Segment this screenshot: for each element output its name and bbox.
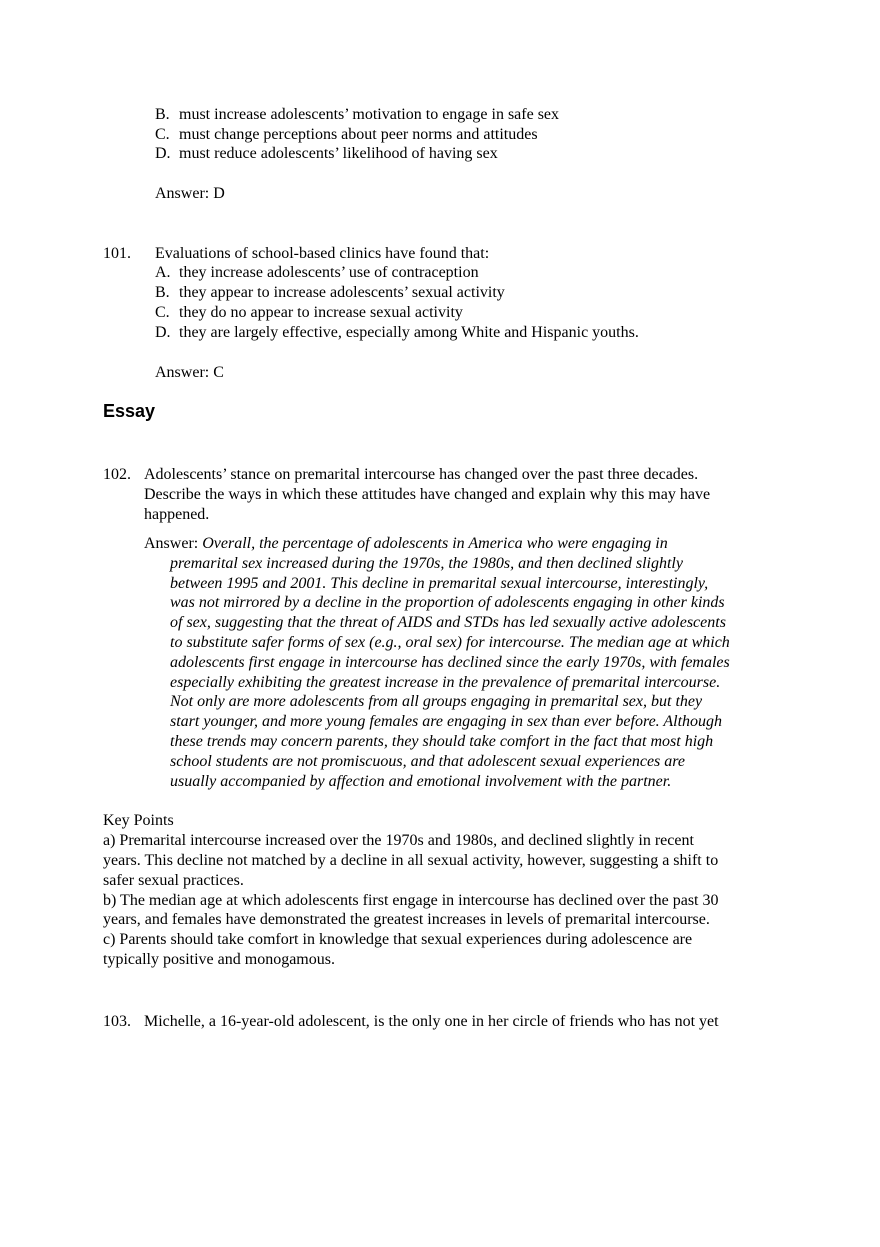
q102-answer-first-line — [144, 534, 668, 554]
q102-key-point-line: b) The median age at which adolescents first engage in intercourse has declined over the past 30 — [103, 892, 719, 909]
q102-answer-line: especially exhibiting the greatest increase in the prevalence of premarital intercourse. — [170, 674, 721, 691]
q101-number: 101. — [103, 245, 131, 262]
q103-stem: Michelle, a 16-year-old adolescent, is the only one in her circle of friends who has not yet — [144, 1013, 719, 1030]
q102-answer-line: school students are not promiscuous, and that adolescent sexual experiences are — [170, 753, 686, 770]
q100-option-d: D. must reduce adolescents’ likelihood of having sex — [155, 145, 498, 162]
q101-option-a: A. they increase adolescents’ use of contraception — [155, 264, 479, 281]
q102-answer-line: between 1995 and 2001. This decline in premarital sexual intercourse, interestingly, — [170, 575, 709, 592]
q102-answer-line: start younger, and more young females are engaging in sex than ever before. Although — [170, 713, 723, 730]
section-heading-essay: Essay — [103, 401, 156, 421]
q102-answer-line: usually accompanied by affection and emotional involvement with the partner. — [170, 773, 672, 790]
q102-answer-line: these trends may concern parents, they should take comfort in the fact that most high — [170, 733, 714, 750]
q102-answer-line: was not mirrored by a decline in the proportion of adolescents engaging in other kinds — [170, 594, 725, 611]
q103-number: 103. — [103, 1013, 131, 1030]
q102-key-point-line: years. This decline not matched by a decline in all sexual activity, however, suggesting a shift to — [103, 852, 719, 869]
q102-answer-line: of sex, suggesting that the threat of AIDS and STDs has led sexually active adolescents — [170, 614, 726, 631]
q102-stem-line: Adolescents’ stance on premarital intercourse has changed over the past three decades. — [144, 466, 699, 483]
q102-key-point-line: safer sexual practices. — [103, 872, 244, 889]
q100-option-b: B. must increase adolescents’ motivation to engage in safe sex — [155, 106, 560, 123]
q101-option-d: D. they are largely effective, especially among White and Hispanic youths. — [155, 324, 639, 341]
q102-stem-line: Describe the ways in which these attitudes have changed and explain why this may have — [144, 486, 711, 503]
q102-key-points-title: Key Points — [103, 812, 174, 829]
q101-option-c: C. they do no appear to increase sexual activity — [155, 304, 463, 321]
q102-key-point-line: a) Premarital intercourse increased over the 1970s and 1980s, and declined slightly in recent — [103, 832, 694, 849]
q102-stem-line: happened. — [144, 506, 210, 523]
q102-key-point-line: typically positive and monogamous. — [103, 951, 335, 968]
q102-answer-line: to substitute safer forms of sex (e.g., oral sex) for intercourse. The median age at which — [170, 634, 730, 651]
q102-key-point-line: c) Parents should take comfort in knowledge that sexual experiences during adolescence are — [103, 931, 693, 948]
q100-option-c: C. must change perceptions about peer norms and attitudes — [155, 126, 538, 143]
q102-answer-text: Overall, the percentage of adolescents in America who were engaging in — [202, 535, 668, 552]
q101-option-b: B. they appear to increase adolescents’ sexual activity — [155, 284, 505, 301]
q102-answer-line: adolescents first engage in intercourse has declined since the early 1970s, with females — [170, 654, 730, 671]
q102-number: 102. — [103, 466, 131, 483]
q102-answer-label: Answer: — [144, 535, 199, 552]
q101-stem: Evaluations of school-based clinics have found that: — [155, 245, 490, 262]
q102-answer-line: Not only are more adolescents from all groups engaging in premarital sex, but they — [170, 693, 703, 710]
q102-key-point-line: years, and females have demonstrated the greatest increases in levels of premarital intercourse. — [103, 911, 710, 928]
q101-answer: Answer: C — [155, 364, 224, 381]
q100-answer: Answer: D — [155, 185, 225, 202]
q102-answer-line: premarital sex increased during the 1970s, the 1980s, and then declined slightly — [170, 555, 683, 572]
